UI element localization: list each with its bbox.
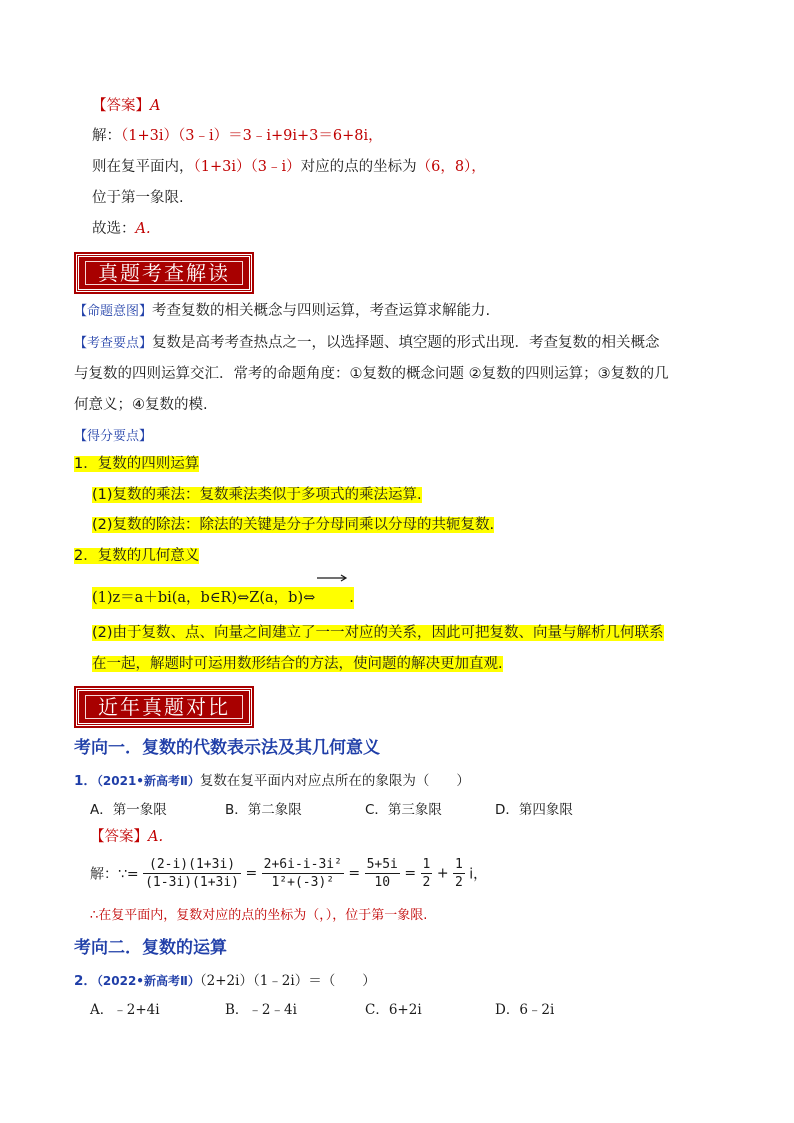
equals-sign: =: [404, 865, 417, 882]
intent-line: [74, 300, 490, 323]
solution-line-1: [92, 125, 383, 147]
solution-line-3: 位于第一象限.: [92, 190, 184, 206]
solution-line-4: [92, 218, 151, 240]
question-number: 2．: [74, 973, 97, 989]
solution-label: 解：: [92, 128, 121, 144]
solution-text: 故选：: [92, 221, 136, 237]
intent-text: 考查复数的相关概念与四则运算，考查运算求解能力.: [152, 303, 491, 319]
answer-line: [92, 95, 160, 117]
solution-coord: （6，8），: [416, 159, 486, 175]
solution-text: 对应的点的坐标为: [300, 159, 417, 175]
equivalence-text: (1)z＝a＋bi(a，b∈R)⇔Z(a，b)⇔: [92, 590, 316, 606]
key-points-line-1: [74, 332, 660, 355]
question-text: （2+2i）（1﹣2i）＝（ ）: [199, 973, 376, 989]
solution-tail: i，: [469, 866, 488, 883]
fraction-2: [262, 856, 344, 891]
question-source: （2022•新高考Ⅱ）: [96, 974, 200, 988]
question-1: [74, 770, 470, 792]
score-item-1-title: [74, 453, 199, 475]
fraction-4: [421, 856, 433, 891]
key-points-line-3: 何意义；④复数的模.: [74, 397, 208, 413]
option-a[interactable]: A．第一象限: [90, 802, 167, 818]
direction-2-heading: 考向二．复数的运算: [74, 938, 227, 958]
numerator: 2+6i-i-3i²: [263, 857, 342, 872]
solution-text: 则在复平面内，: [92, 159, 194, 175]
fraction-3: [365, 856, 400, 891]
question-1-solution: [90, 856, 487, 896]
key-points-label: 【考查要点】: [74, 336, 153, 351]
banner-title: 近年真题对比: [98, 695, 230, 719]
score-item-2a: [92, 584, 354, 612]
solution-calc: （1+3i）（3﹣i）＝3﹣i+9i+3＝6+8i，: [121, 128, 383, 144]
question-source: （2021•新高考Ⅱ）: [96, 774, 200, 788]
option-b[interactable]: B．第二象限: [225, 802, 302, 818]
equals-sign: =: [348, 865, 361, 882]
key-points-text: 复数是高考考查热点之一，以选择题、填空题的形式出现．考查复数的相关概念: [152, 335, 660, 351]
score-item-2-title: [74, 545, 199, 567]
fraction-1: [143, 856, 241, 891]
score-item-1b: [92, 514, 494, 536]
question-text: 复数在复平面内对应点所在的象限为（ ）: [199, 773, 470, 789]
section-banner-exam-analysis: [76, 254, 252, 292]
key-points-line-2: 与复数的四则运算交汇．常考的命题角度：①复数的概念问题 ②复数的四则运算；③复数的几: [74, 366, 669, 382]
answer-label: 【答案】: [90, 829, 148, 845]
option-d[interactable]: D．6﹣2i: [495, 1002, 555, 1018]
score-item-2a-text: [92, 587, 354, 609]
intent-label: 【命题意图】: [74, 304, 153, 319]
score-item-2b-line-1: [92, 622, 664, 644]
direction-1-heading: 考向一．复数的代数表示法及其几何意义: [74, 738, 380, 758]
score-item-1a-text: (1)复数的乘法：复数乘法类似于多项式的乘法运算.: [92, 487, 422, 503]
option-d[interactable]: D．第四象限: [495, 802, 573, 818]
answer-value: A: [150, 98, 161, 114]
score-item-2b-text: 在一起，解题时可运用数形结合的方法，使问题的解决更加直观.: [92, 656, 503, 672]
option-c[interactable]: C．6+2i: [365, 1002, 422, 1018]
denominator: 1²+(-3)²: [271, 875, 335, 890]
numerator: 1: [455, 857, 463, 872]
question-1-answer: [90, 826, 163, 848]
question-1-conclusion: ∴在复平面内，复数对应的点的坐标为（，），位于第一象限.: [90, 908, 428, 923]
option-a[interactable]: A．﹣2+4i: [90, 1002, 160, 1018]
option-b[interactable]: B．﹣2﹣4i: [225, 1002, 297, 1018]
section-banner-recent-exams: [76, 688, 252, 726]
score-item-2b-line-2: [92, 653, 503, 675]
score-item-2b-text: (2)由于复数、点、向量之间建立了一一对应的关系，因此可把复数、向量与解析几何联系: [92, 625, 664, 641]
score-points-label: [74, 425, 152, 448]
denominator: 10: [374, 875, 391, 890]
banner-title: 真题考查解读: [98, 261, 230, 285]
solution-label: 解：∵=: [90, 866, 139, 883]
score-item-1-title-text: 1．复数的四则运算: [74, 456, 200, 472]
option-c[interactable]: C．第三象限: [365, 802, 442, 818]
vector-arrow-icon: [315, 584, 349, 612]
answer-label: 【答案】: [92, 98, 150, 114]
score-item-1a: [92, 484, 422, 506]
plus-sign: +: [436, 865, 449, 882]
answer-value: A.: [148, 829, 164, 845]
solution-expr: （1+3i）（3﹣i）: [193, 159, 301, 175]
numerator: (2-i)(1+3i): [143, 856, 241, 874]
period: .: [349, 590, 354, 606]
fraction-5: [453, 856, 465, 891]
score-points-label-text: 【得分要点】: [74, 429, 153, 444]
score-item-1b-text: (2)复数的除法：除法的关键是分子分母同乘以分母的共轭复数.: [92, 517, 495, 533]
question-number: 1．: [74, 773, 97, 789]
numerator: 5+5i: [366, 857, 398, 872]
score-item-2-title-text: 2．复数的几何意义: [74, 548, 200, 564]
numerator: 1: [422, 857, 431, 872]
question-2: [74, 970, 376, 992]
solution-line-2: [92, 156, 486, 178]
denominator: (1-3i)(1+3i): [145, 875, 240, 890]
denominator: 2: [455, 875, 463, 890]
equals-sign: =: [245, 865, 258, 882]
denominator: 2: [422, 875, 431, 890]
solution-choice: A.: [135, 221, 151, 237]
